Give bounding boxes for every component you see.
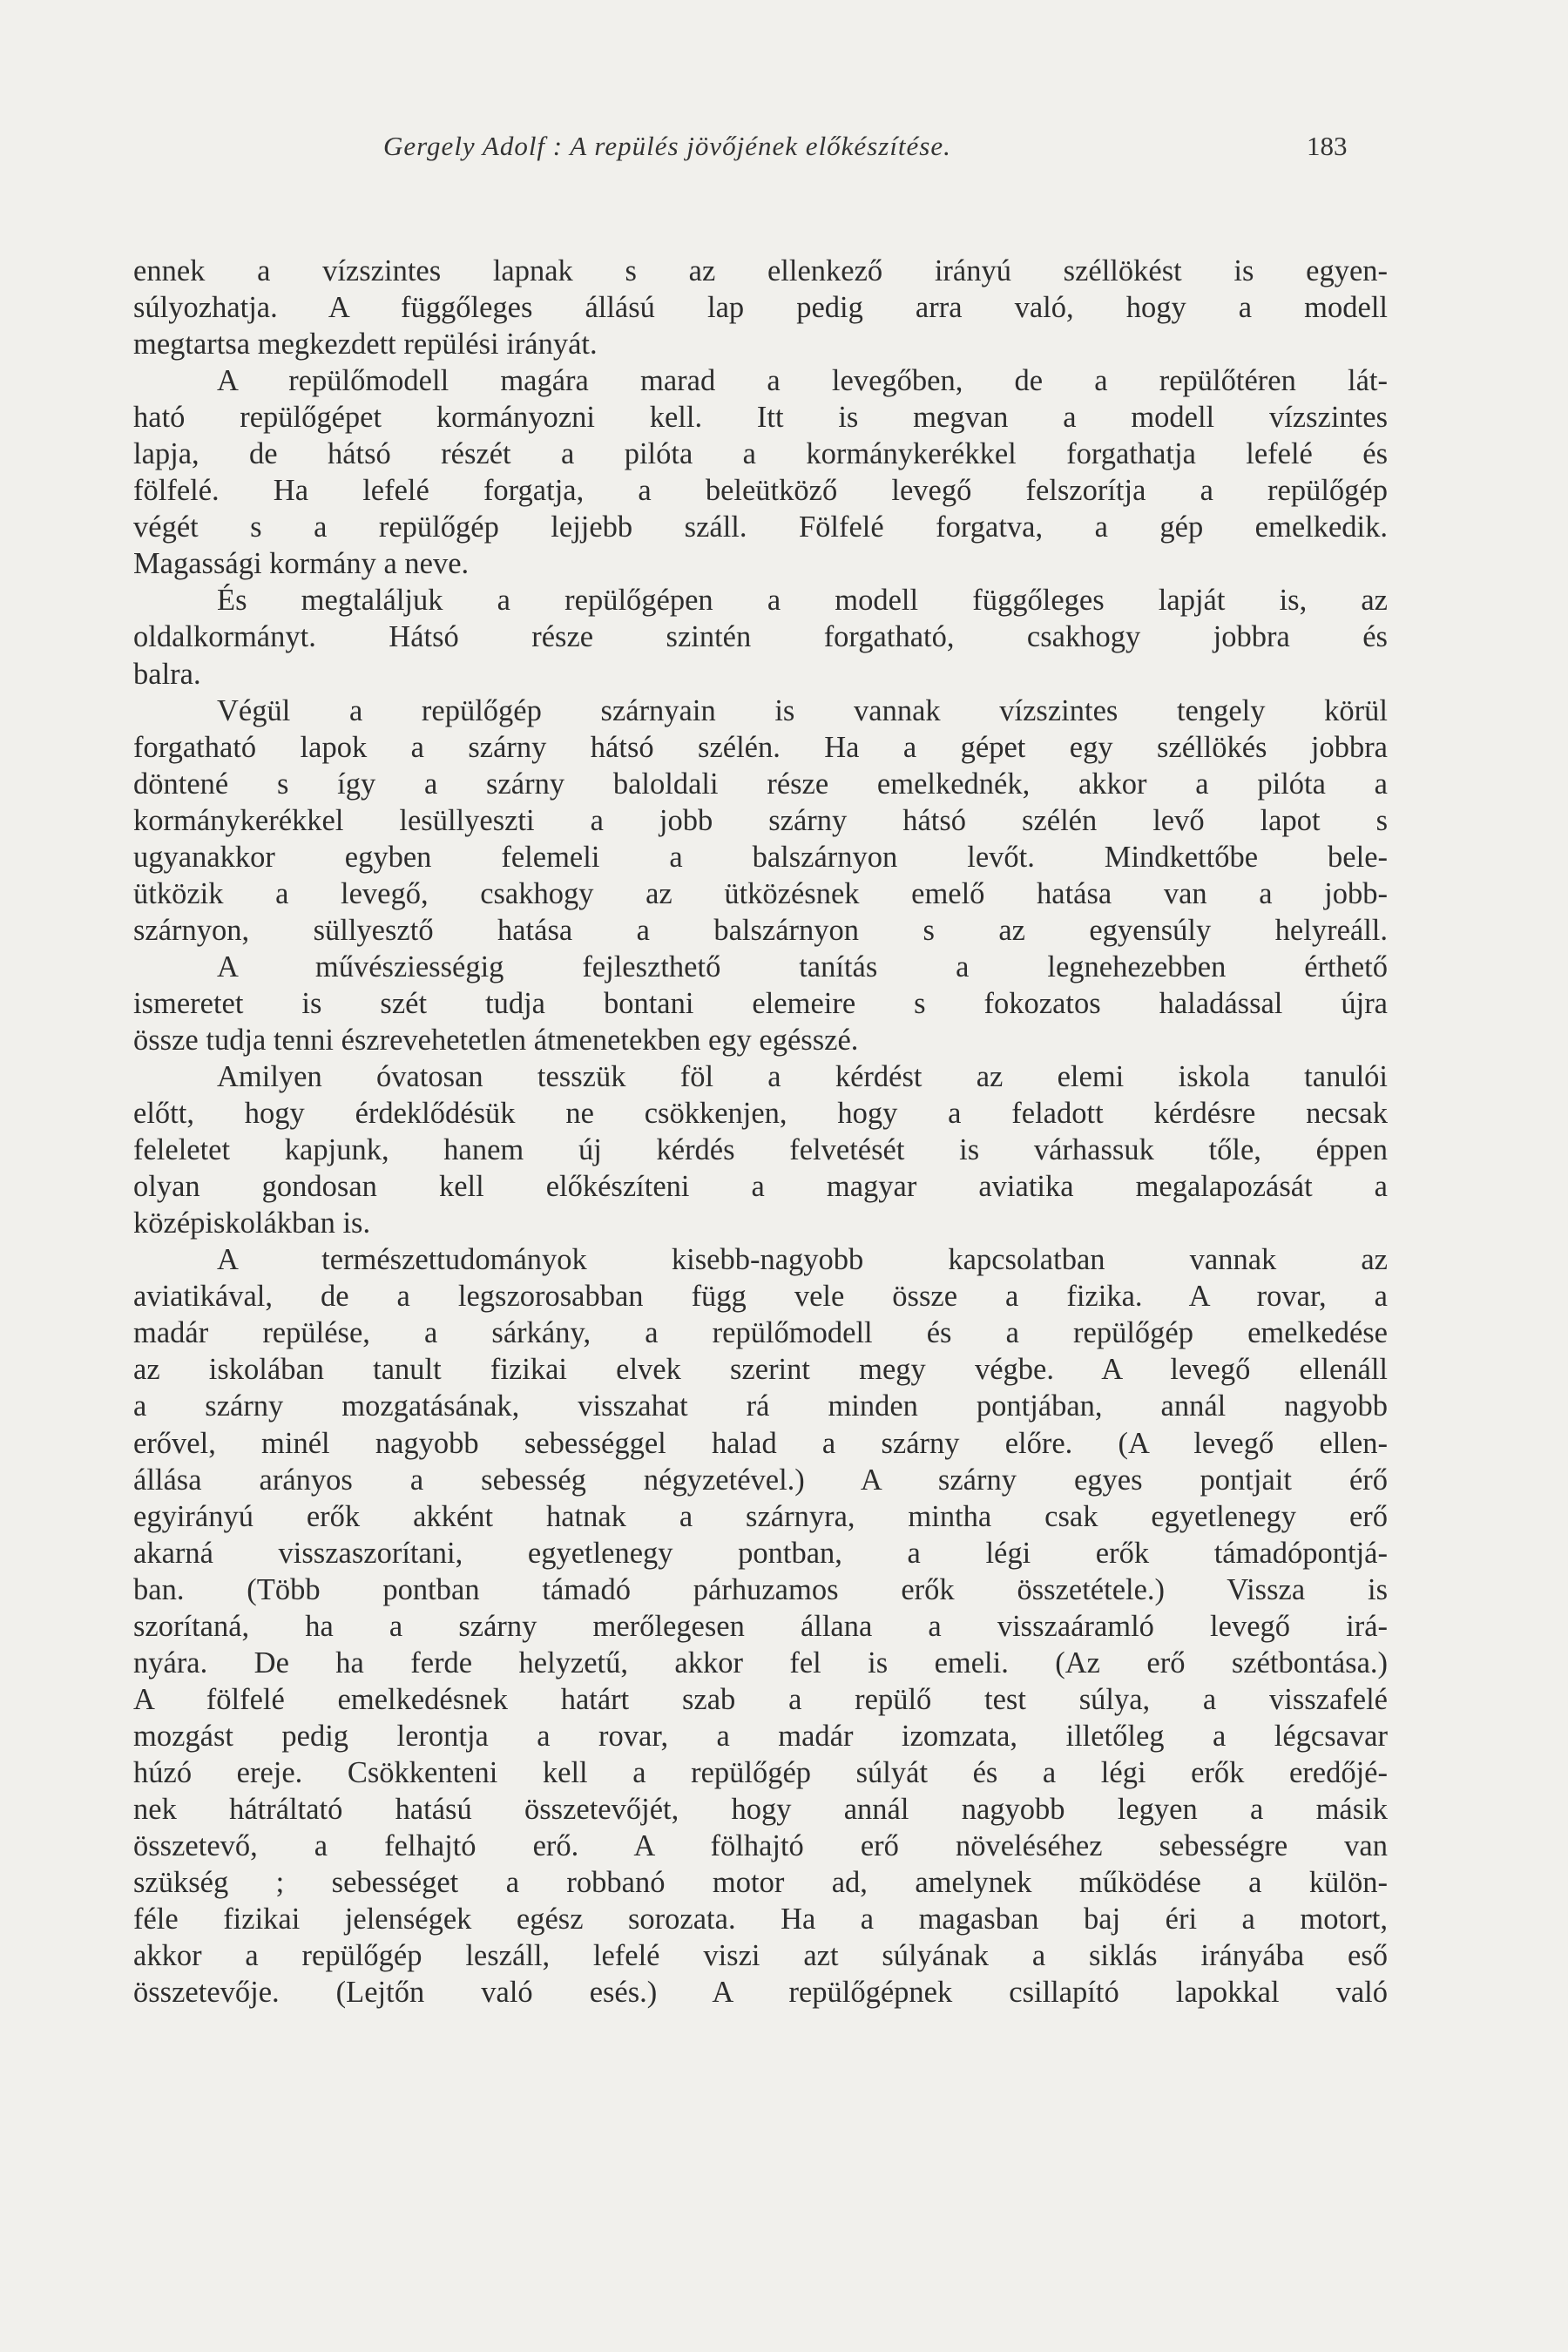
text-line: A természettudományok kisebb-nagyobb kapcsolatban vannak az: [217, 1243, 1388, 1277]
body-text: [133, 253, 1388, 2011]
text-line: madár repülése, a sárkány, a repülőmodell és a repülőgép emelkedése: [133, 1316, 1388, 1350]
text-line: egyirányú erők akként hatnak a szárnyra, mintha csak egyetlenegy erő: [133, 1499, 1388, 1533]
text-line: ütközik a levegő, csakhogy az ütközésnek emelő hatása van a jobb-: [133, 876, 1388, 910]
text-line: erővel, minél nagyobb sebességgel halad a szárny előre. (A levegő ellen-: [133, 1426, 1388, 1460]
text-line: szükség ; sebességet a robbanó motor ad, amelynek működése a külön-: [133, 1866, 1388, 1900]
text-line: összetevője. (Lejtőn való esés.) A repülőgépnek csillapító lapokkal való: [133, 1976, 1388, 2010]
text-line: A fölfelé emelkedésnek határt szab a repülő test súlya, a visszafelé: [133, 1682, 1388, 1716]
text-line: húzó ereje. Csökkenteni kell a repülőgép súlyát és a légi erők eredőjé-: [133, 1755, 1388, 1789]
text-line: lapja, de hátsó részét a pilóta a kormánykerékkel forgathatja lefelé és: [133, 437, 1388, 471]
text-line: szorítaná, ha a szárny merőlegesen állana a visszaáramló levegő irá-: [133, 1609, 1388, 1643]
text-line: Magassági kormány a neve.: [133, 547, 470, 581]
text-line: ismeretet is szét tudja bontani elemeire s fokozatos haladással újra: [133, 986, 1388, 1020]
text-line: A művésziességig fejleszthető tanítás a legnehezebben érthető: [217, 950, 1388, 983]
text-line: a szárny mozgatásának, visszahat rá minden pontjában, annál nagyobb: [133, 1389, 1388, 1423]
text-line: szárnyon, süllyesztő hatása a balszárnyon s az egyensúly helyreáll.: [133, 913, 1388, 947]
text-line: középiskolákban is.: [133, 1206, 371, 1240]
text-line: kormánykerékkel lesüllyeszti a jobb szárny hátsó szélén levő lapot s: [133, 803, 1388, 837]
text-line: Amilyen óvatosan tesszük föl a kérdést az elemi iskola tanulói: [217, 1060, 1388, 1094]
text-line: nek hátráltató hatású összetevőjét, hogy annál nagyobb legyen a másik: [133, 1792, 1388, 1826]
text-line: állása arányos a sebesség négyzetével.) A szárny egyes pontjait érő: [133, 1463, 1388, 1497]
running-head-title: Gergely Adolf : A repülés jövőjének előkészítése.: [383, 131, 951, 161]
text-line: akarná visszaszorítani, egyetlenegy pontban, a légi erők támadópontjá-: [133, 1536, 1388, 1570]
text-line: aviatikával, de a legszorosabban függ vele össze a fizika. A rovar, a: [133, 1280, 1388, 1314]
text-line: megtartsa megkezdett repülési irányát.: [133, 328, 598, 362]
text-line: akkor a repülőgép leszáll, lefelé viszi azt súlyának a siklás irányába eső: [133, 1939, 1388, 1973]
text-line: összetevő, a felhajtó erő. A fölhajtó erő növeléséhez sebességre van: [133, 1829, 1388, 1863]
text-line: előtt, hogy érdeklődésük ne csökkenjen, hogy a feladott kérdésre necsak: [133, 1097, 1388, 1131]
text-line: fölfelé. Ha lefelé forgatja, a beleütköző levegő felszorítja a repülőgép: [133, 474, 1388, 508]
text-line: végét s a repülőgép lejjebb száll. Fölfelé forgatva, a gép emelkedik.: [133, 510, 1388, 544]
text-line: az iskolában tanult fizikai elvek szerint megy végbe. A levegő ellenáll: [133, 1353, 1388, 1387]
text-line: olyan gondosan kell előkészíteni a magyar aviatika megalapozását a: [133, 1170, 1388, 1204]
text-line: Végül a repülőgép szárnyain is vannak vízszintes tengely körül: [217, 693, 1388, 727]
text-line: súlyozhatja. A függőleges állású lap pedig arra való, hogy a modell: [133, 291, 1388, 325]
text-line: forgatható lapok a szárny hátsó szélén. Ha a gépet egy széllökés jobbra: [133, 730, 1388, 764]
page-number: 183: [1307, 131, 1348, 161]
text-line: balra.: [133, 657, 201, 691]
text-line: ban. (Több pontban támadó párhuzamos erők összetétele.) Vissza is: [133, 1572, 1388, 1606]
text-line: ugyanakkor egyben felemeli a balszárnyon levőt. Mindkettőbe bele-: [133, 840, 1388, 874]
text-line: feleletet kapjunk, hanem új kérdés felvetését is várhassuk tőle, éppen: [133, 1133, 1388, 1167]
text-line: oldalkormányt. Hátsó része szintén forgatható, csakhogy jobbra és: [133, 620, 1388, 654]
text-line: ható repülőgépet kormányozni kell. Itt is megvan a modell vízszintes: [133, 401, 1388, 435]
text-line: És megtaláljuk a repülőgépen a modell függőleges lapját is, az: [217, 584, 1388, 618]
text-line: mozgást pedig lerontja a rovar, a madár izomzata, illetőleg a légcsavar: [133, 1719, 1388, 1753]
text-line: féle fizikai jelenségek egész sorozata. Ha a magasban baj éri a motort,: [133, 1903, 1388, 1936]
text-line: össze tudja tenni észrevehetetlen átmenetekben egy egésszé.: [133, 1023, 859, 1057]
text-line: A repülőmodell magára marad a levegőben, de a repülőtéren lát-: [217, 364, 1388, 398]
text-line: döntené s így a szárny baloldali része emelkednék, akkor a pilóta a: [133, 767, 1388, 801]
text-line: nyára. De ha ferde helyzetű, akkor fel is emeli. (Az erő szétbontása.): [133, 1646, 1388, 1680]
text-line: ennek a vízszintes lapnak s az ellenkező irányú széllökést is egyen-: [133, 254, 1388, 287]
